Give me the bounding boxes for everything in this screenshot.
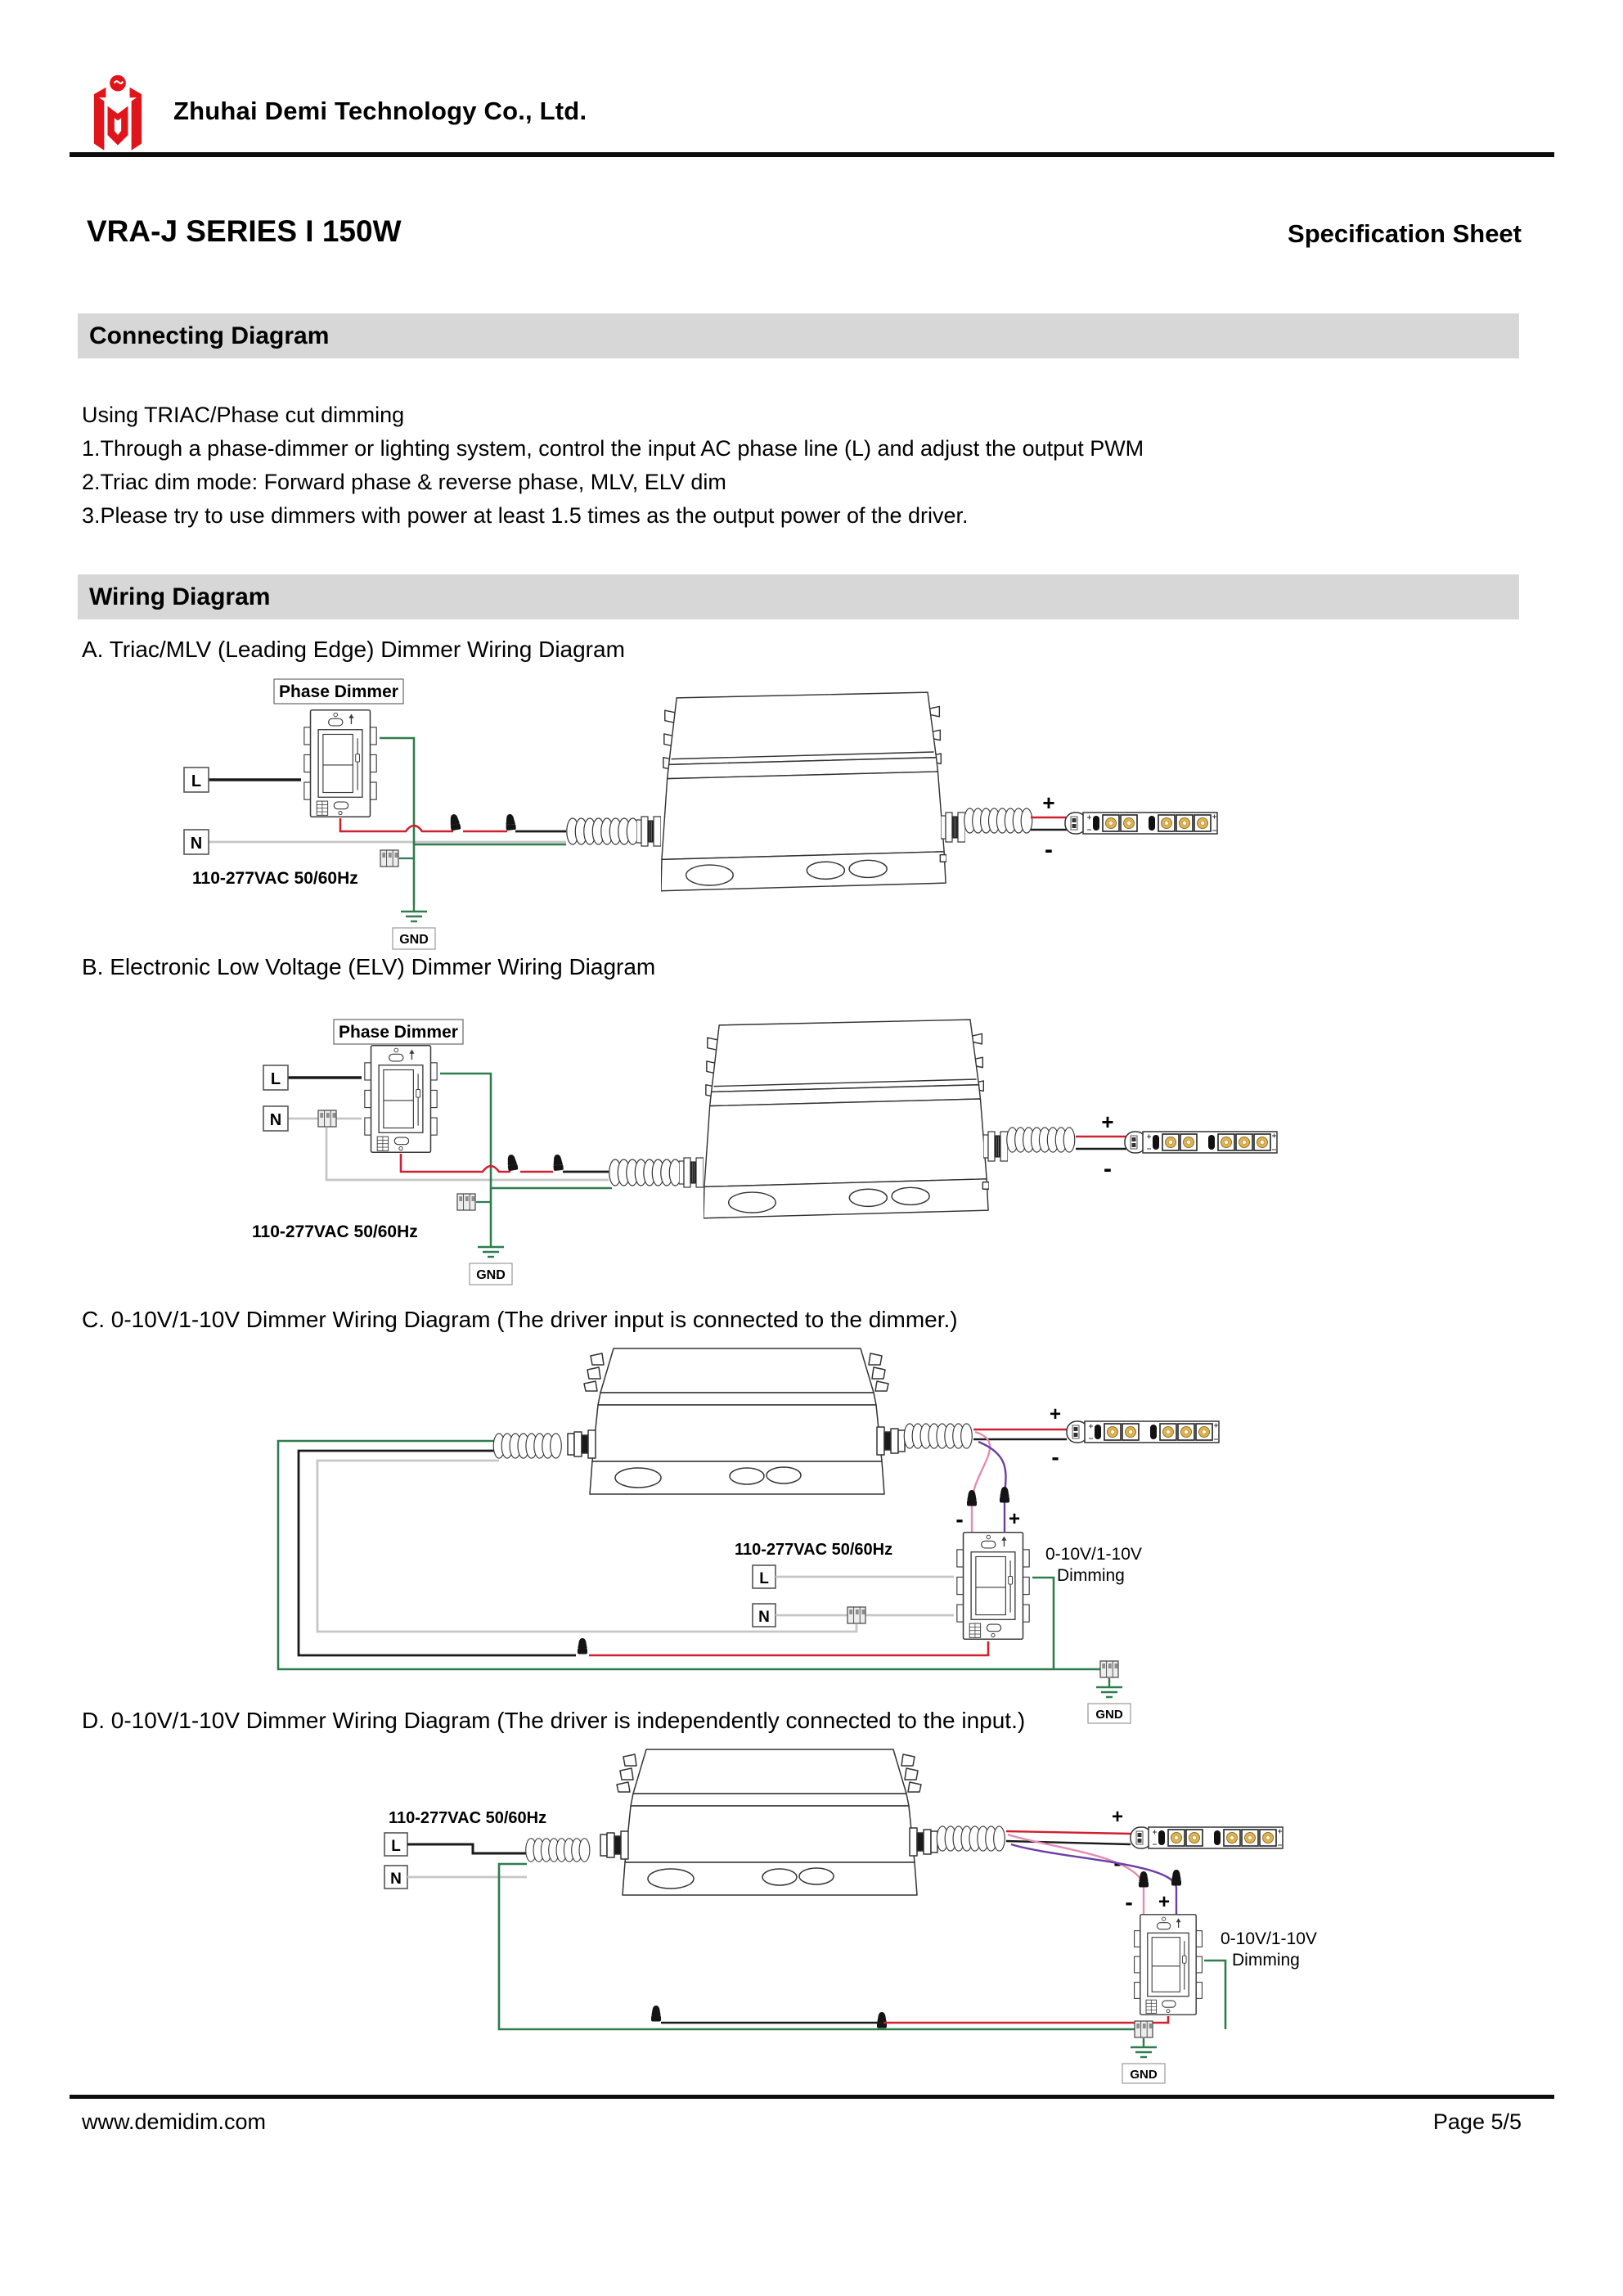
gnd-label: GND [476,1268,506,1282]
minus-label: - [955,1506,964,1532]
flex-conduit [609,1159,681,1186]
minus-label: - [1113,1850,1122,1875]
terminal-block [1100,1661,1118,1677]
connecting-line: 1.Through a phase-dimmer or lighting system, control the input AC phase line (L) and adjust the output PWM [82,436,1144,461]
diagram-d-svg [229,1741,1391,2088]
section-banner-wiring: Wiring Diagram [78,574,1519,619]
output-negative-wire [1006,1841,1131,1844]
plus-label: + [1049,1403,1062,1425]
neutral-label: N [190,835,203,853]
connecting-line: 3.Please try to use dimmers with power at least 1.5 times as the output power of the driver. [82,503,969,528]
section-banner-connecting: Connecting Diagram [78,313,1519,358]
ground-wire [380,738,566,905]
output-positive-wire [1006,1831,1131,1834]
wire-nut [578,1638,587,1654]
line-label: L [270,1070,281,1088]
flex-conduit [937,1826,1005,1851]
flex-conduit [493,1434,561,1458]
ground-symbol [1131,2041,1157,2057]
connecting-line: 2.Triac dim mode: Forward phase & reverse phase, MLV, ELV dim [82,470,726,494]
page-title: VRA-J SERIES I 150W [87,214,402,248]
flex-conduit [964,808,1032,833]
phase-dimmer-label: Phase Dimmer [279,682,398,701]
conduit-fitting [941,813,965,842]
ground-wire [440,1074,612,1240]
plus-label: + [1008,1508,1021,1530]
neutral-label: N [269,1111,282,1129]
diagram-d-heading: D. 0-10V/1-10V Dimmer Wiring Diagram (The driver is independently connected to the input.) [82,1708,1026,1733]
dimmed-hot-wire [589,1641,988,1655]
footer-page-number: Page 5/5 [1432,2109,1522,2134]
phase-dimmer-label: Phase Dimmer [339,1023,458,1042]
company-name: Zhuhai Demi Technology Co., Ltd. [173,97,587,125]
splice-block [847,1607,865,1623]
voltage-label: 110-277VAC 50/60Hz [735,1541,893,1559]
dimmer-device [1135,1915,1203,2015]
voltage-label: 110-277VAC 50/60Hz [389,1809,547,1827]
led-driver [704,1020,989,1218]
terminal-block [1135,2021,1153,2037]
wire-nut [967,1490,977,1506]
led-strip [1131,1827,1283,1848]
dimmed-hot-wire [401,1154,510,1172]
connecting-line: Using TRIAC/Phase cut dimming [82,403,405,427]
footer-website: www.demidim.com [82,2109,267,2134]
led-strip [1067,1421,1219,1443]
flex-conduit [904,1424,972,1448]
terminal-block [457,1194,475,1210]
wire-nut [552,1154,564,1171]
diagram-c-heading: C. 0-10V/1-10V Dimmer Wiring Diagram (The driver input is connected to the dimmer.) [82,1307,958,1332]
minus-label: - [1104,1155,1112,1182]
led-driver [661,692,946,891]
wire-nut [505,813,516,831]
gnd-label: GND [399,933,429,947]
dim-type-label2: Dimming [1232,1951,1300,1970]
wire-nut [1171,1870,1181,1886]
wire-nut [877,2012,887,2028]
wire-nut [506,1154,518,1171]
led-driver [600,1749,937,1895]
plus-label: + [1111,1806,1124,1828]
conduit-fitting [679,1158,704,1187]
phase-dimmer-device [365,1046,437,1153]
company-logo [75,70,160,155]
voltage-label: 110-277VAC 50/60Hz [192,869,358,888]
diagram-b-svg [106,992,1293,1301]
line-label: L [191,772,202,790]
wire-nut [1139,1871,1149,1888]
black-wire [299,1451,576,1655]
gnd-label: GND [1130,2068,1158,2082]
voltage-label: 110-277VAC 50/60Hz [252,1222,418,1241]
terminal-block [380,850,398,867]
capped-load-wire [883,2016,1168,2023]
line-label: L [759,1570,769,1587]
led-driver [568,1348,905,1494]
phase-dimmer-device [304,710,376,817]
doc-type: Specification Sheet [1288,219,1522,248]
wire-nut [1000,1487,1009,1503]
line-wire [407,1844,527,1853]
minus-label: - [1125,1889,1133,1915]
dimmed-hot-wire [340,818,453,831]
footer-rule [70,2095,1554,2099]
flex-conduit [1007,1128,1075,1152]
plus-label: + [1042,790,1055,815]
conduit-fitting [983,1132,1008,1161]
diagram-a-svg [106,669,1252,956]
plus-label: + [1101,1110,1114,1134]
diagram-b-heading: B. Electronic Low Voltage (ELV) Dimmer Wiring Diagram [82,954,656,979]
wire-nut [651,2006,661,2022]
ground-symbol [401,905,427,921]
conduit-fitting [636,817,661,846]
neutral-label: N [390,1871,402,1888]
diagram-c-svg [229,1340,1391,1725]
ground-wire [1204,1961,1225,2029]
flex-conduit [567,818,639,844]
dim-type-label: 0-10V/1-10V [1045,1545,1142,1564]
gnd-label: GND [1095,1708,1123,1722]
connecting-text [82,398,1554,533]
ground-wire [1032,1578,1054,1669]
header-rule [70,152,1554,157]
led-strip [1065,813,1217,834]
splice-block [318,1110,336,1127]
line-label: L [391,1838,401,1855]
dim-type-label: 0-10V/1-10V [1221,1929,1317,1948]
led-strip [1125,1132,1277,1153]
dim-type-label2: Dimming [1057,1566,1125,1585]
minus-label: - [1051,1444,1059,1470]
ground-symbol [478,1240,504,1257]
flex-conduit [526,1839,590,1862]
neutral-label: N [758,1609,770,1626]
minus-label: - [1045,836,1053,863]
plus-label: + [1158,1891,1171,1913]
dim-minus-wire [1008,1835,1144,1915]
diagram-a-heading: A. Triac/MLV (Leading Edge) Dimmer Wiring Diagram [82,637,625,662]
wire-nut [448,813,461,831]
dim-plus-wire [978,1442,1005,1532]
ground-symbol [1096,1681,1122,1697]
dimmer-device [957,1533,1029,1640]
